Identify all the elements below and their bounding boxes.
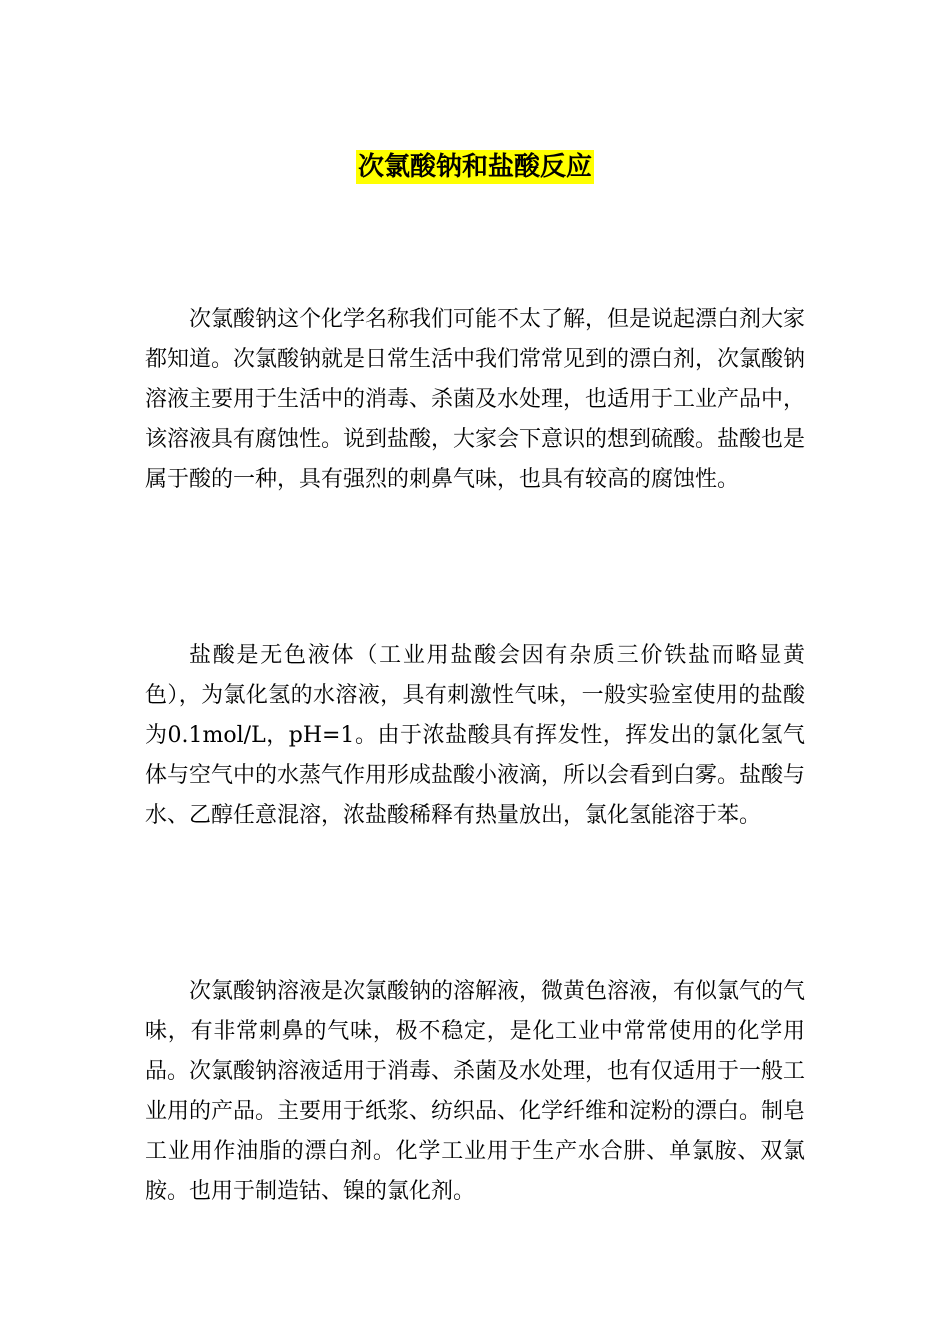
paragraph-hydrochloric-acid: 盐酸是无色液体（工业用盐酸会因有杂质三价铁盐而略显黄色），为氯化氢的水溶液，具有刺激性气味，一般实验室使用的盐酸为0.1mol/L，pH=1。由于浓盐酸具有挥发性，挥发出的氯化氢气体与空气中的水蒸气作用形成盐酸小液滴，所以会看到白雾。盐酸与水、乙醇任意混溶，浓盐酸稀释有热量放出，氯化氢能溶于苯。 — [145, 643, 806, 828]
title-container — [0, 150, 950, 184]
page-title: 次氯酸钠和盐酸反应 — [357, 152, 592, 182]
paragraph-sodium-hypochlorite-solution: 次氯酸钠溶液是次氯酸钠的溶解液，微黄色溶液，有似氯气的气味，有非常刺鼻的气味，极不稳定，是化工业中常常使用的化学用品。次氯酸钠溶液适用于消毒、杀菌及水处理，也有仅适用于一般工业用的产品。主要用于纸浆、纺织品、化学纤维和淀粉的漂白。制皂工业用作油脂的漂白剂。化学工业用于生产水合肼、单氯胺、双氯胺。也用于制造钴、镍的氯化剂。 — [145, 979, 806, 1204]
paragraph-sodium-hypochlorite-intro: 次氯酸钠这个化学名称我们可能不太了解，但是说起漂白剂大家都知道。次氯酸钠就是日常生活中我们常常见到的漂白剂，次氯酸钠溶液主要用于生活中的消毒、杀菌及水处理，也适用于工业产品中，该溶液具有腐蚀性。说到盐酸，大家会下意识的想到硫酸。盐酸也是属于酸的一种，具有强烈的刺鼻气味，也具有较高的腐蚀性。 — [145, 307, 806, 492]
